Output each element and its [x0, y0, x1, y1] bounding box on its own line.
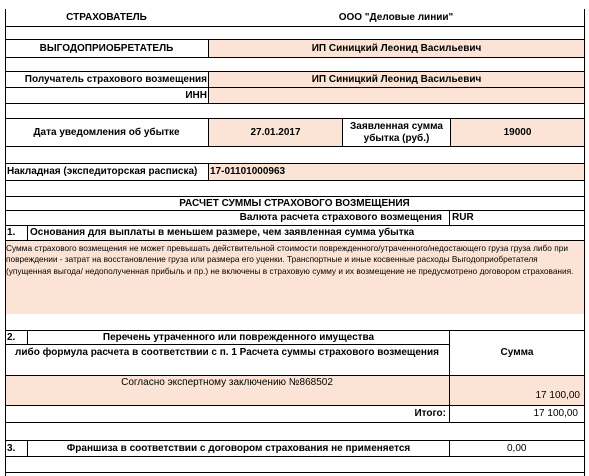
insurer-value: ООО "Деловые линии" — [338, 11, 454, 23]
section1-title: Основания для выплаты в меньшем размере, чем заявленная сумма убытка — [30, 227, 415, 238]
inn-label: ИНН — [185, 89, 207, 101]
notice-date-value: 27.01.2017 — [209, 119, 342, 146]
item-description-fill — [5, 390, 449, 405]
inn-value — [209, 88, 584, 103]
section1-note: Сумма страхового возмещения не может превышать действительной стоимости поврежденного/утраченного/недостающего груза груза либо при повреждении - затрат на восстановление груза или размера его уценки. Транспортные и иные косвенные расходы Выгодоприобретателя (упущенная выгода/ недополученная прибыль и пр.) не включены в страховую сумму и их возмещение не предусмотрено договором страхования. — [5, 241, 584, 314]
recipient-value: ИП Синицкий Леонид Васильевич — [209, 72, 584, 87]
claimed-amount-label-line-2: убытка (руб.) — [363, 132, 430, 144]
notice-date-label: Дата уведомления об убытке — [33, 126, 180, 138]
sum-header: Сумма — [500, 347, 534, 358]
waybill-value: 17-01101000963 — [209, 164, 584, 180]
total-label: Итого: — [414, 408, 446, 419]
claimed-amount-value: 19000 — [451, 119, 584, 146]
currency-value: RUR — [452, 212, 474, 223]
section2-number: 2. — [7, 331, 16, 343]
section3-title: Франшиза в соответствии с договором страхования не применяется — [66, 442, 411, 454]
beneficiary-label: ВЫГОДОПРИОБРЕТАТЕЛЬ — [39, 42, 174, 54]
item-value: 17 100,00 — [450, 376, 584, 405]
beneficiary-value: ИП Синицкий Леонид Васильевич — [209, 40, 584, 57]
section2-title-line-1: Перечень утраченного или поврежденного имущества — [102, 331, 375, 343]
waybill-label: Накладная (экспедиторская расписка) — [7, 166, 198, 177]
section1-number: 1. — [7, 227, 16, 238]
calc-title: РАСЧЕТ СУММЫ СТРАХОВОГО ВОЗМЕЩЕНИЯ — [179, 197, 410, 209]
section2-title-line-2: либо формула расчета в соответствии с п. 1 Расчета суммы страхового возмещения — [15, 347, 439, 358]
total-value: 17 100,00 — [533, 408, 578, 419]
recipient-label: Получатель страхового возмещения — [24, 73, 207, 85]
section3-number: 3. — [7, 442, 16, 454]
currency-label: Валюта расчета страхового возмещения — [239, 212, 442, 223]
item-description: Согласно экспертному заключению №868502 — [5, 376, 449, 390]
insurer-label: СТРАХОВАТЕЛЬ — [66, 11, 147, 23]
claimed-amount-label-line-1: Заявленная сумма — [350, 120, 443, 132]
claimed-amount-label — [343, 119, 450, 146]
section3-value: 0,00 — [507, 442, 527, 454]
